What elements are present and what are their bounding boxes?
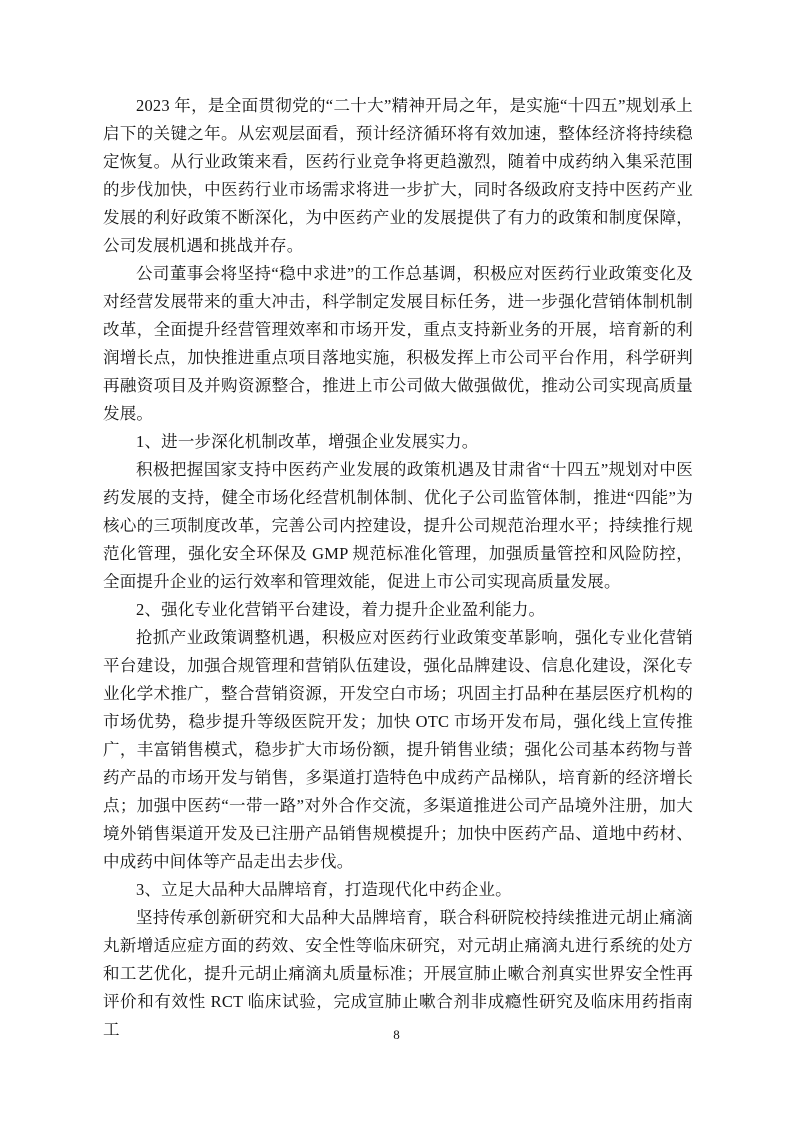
body-paragraph: 2023 年，是全面贯彻党的“二十大”精神开局之年，是实施“十四五”规划承上启下的关键之年。从宏观层面看，预计经济循环将有效加速，整体经济将持续稳定恢复。从行业政策来看，医药行业竞争将更趋激烈，随着中成药纳入集采范围的步伐加快，中医药行业市场需求将进一步扩大，同时各级政府支持中医药产业发展的利好政策不断深化，为中医药产业的发展提供了有力的政策和制度保障，公司发展机遇和挑战并存。 <box>103 96 693 255</box>
body-paragraph: 积极把握国家支持中医药产业发展的政策机遇及甘肃省“十四五”规划对中医药发展的支持，健全市场化经营机制体制、优化子公司监管体制，推进“四能”为核心的三项制度改革，完善公司内控建设，提升公司规范治理水平；持续推行规范化管理，强化安全环保及 GMP 规范标准化管理，加强质量管控和风险防控，全面提升企业的运行效率和管理效能，促进上市公司实现高质量发展。 <box>103 460 693 591</box>
body-paragraph: 公司董事会将坚持“稳中求进”的工作总基调，积极应对医药行业政策变化及对经营发展带来的重大冲击，科学制定发展目标任务，进一步强化营销体制机制改革，全面提升经营管理效率和市场开发，重点支持新业务的开展，培育新的利润增长点，加快推进重点项目落地实施，积极发挥上市公司平台作用，科学研判再融资项目及并购资源整合，推进上市公司做大做强做优，推动公司实现高质量发展。 <box>103 264 693 423</box>
section-heading: 2、强化专业化营销平台建设，着力提升企业盈利能力。 <box>136 600 546 619</box>
section-heading: 1、进一步深化机制改革，增强企业发展实力。 <box>136 432 479 451</box>
page-content <box>103 92 693 1044</box>
section-heading: 3、立足大品种大品牌培育，打造现代化中药企业。 <box>136 880 512 899</box>
page-number: 8 <box>393 1027 400 1042</box>
body-paragraph: 抢抓产业政策调整机遇，积极应对医药行业政策变革影响，强化专业化营销平台建设，加强合规管理和营销队伍建设，强化品牌建设、信息化建设，深化专业化学术推广，整合营销资源，开发空白市场；巩固主打品种在基层医疗机构的市场优势，稳步提升等级医院开发；加快 OTC 市场开发布局，强化线上宣传推广，丰富销售模式，稳步扩大市场份额，提升销售业绩；强化公司基本药物与普药产品的市场开发与销售，多渠道打造特色中成药产品梯队，培育新的经济增长点；加强中医药“一带一路”对外合作交流，多渠道推进公司产品境外注册，加大境外销售渠道开发及已注册产品销售规模提升；加快中医药产品、道地中药材、中成药中间体等产品走出去步伐。 <box>103 628 693 871</box>
page-footer <box>0 1026 793 1044</box>
body-paragraph: 坚持传承创新研究和大品种大品牌培育，联合科研院校持续推进元胡止痛滴丸新增适应症方面的药效、安全性等临床研究，对元胡止痛滴丸进行系统的处方和工艺优化，提升元胡止痛滴丸质量标准；开展宣肺止嗽合剂真实世界安全性再评价和有效性 RCT 临床试验，完成宣肺止嗽合剂非成瘾性研究及临床用药指南工 <box>103 908 693 1039</box>
